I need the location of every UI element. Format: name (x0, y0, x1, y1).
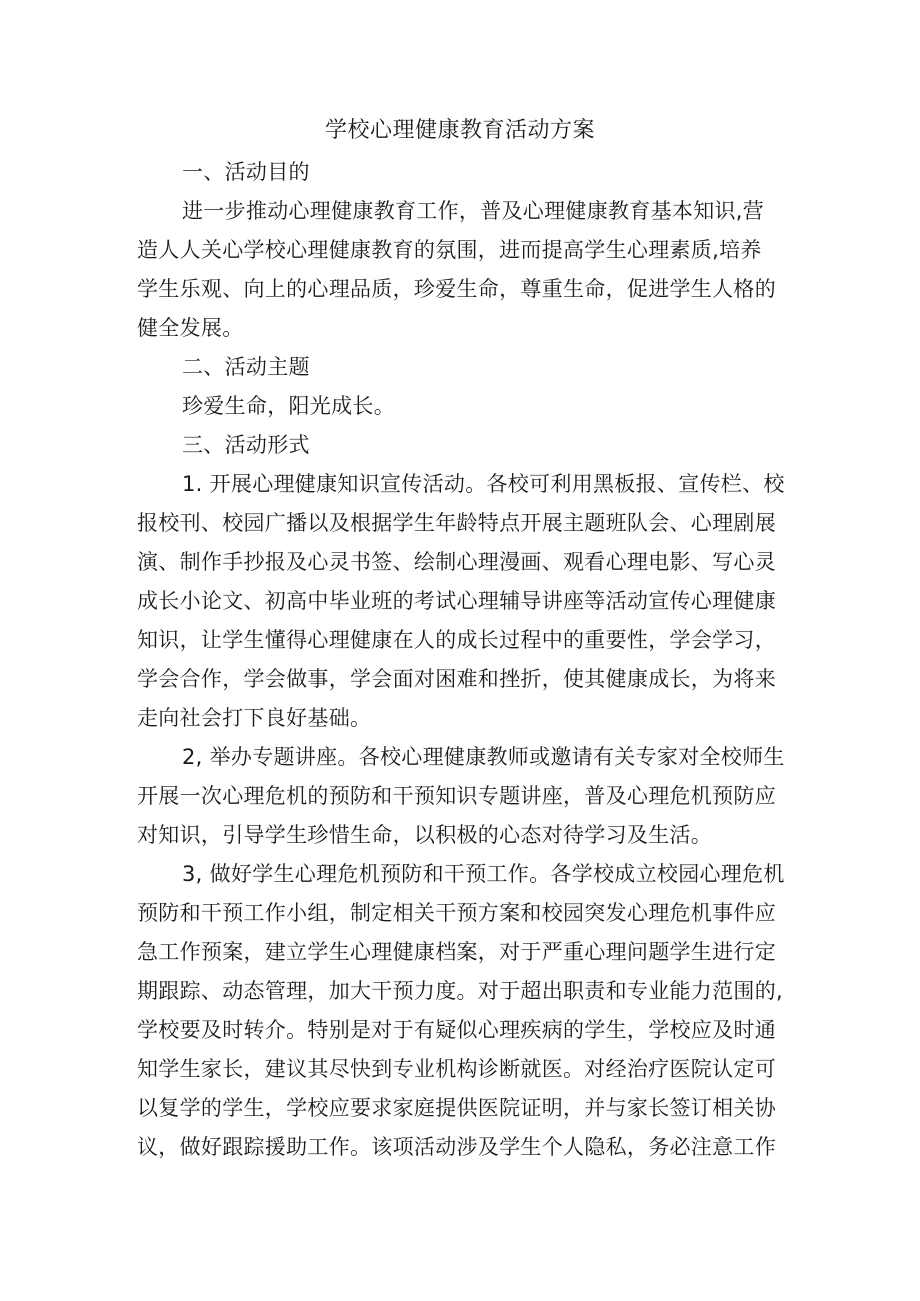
paragraph-line: 珍爱生命，阳光成长。 (182, 394, 395, 418)
paragraph-line: 走向社会打下良好基础。 (137, 706, 372, 730)
paragraph-line: 2, 举办专题讲座。各校心理健康教师或邀请有关专家对全校师生 (182, 745, 785, 769)
paragraph-line: 期跟踪、动态管理，加大干预力度。对于超出职责和专业能力范围的, (137, 979, 783, 1003)
paragraph-line: 知识，让学生懂得心理健康在人的成长过程中的重要性，学会学习， (137, 628, 776, 652)
paragraph-line: 学生乐观、向上的心理品质，珍爱生命，尊重生命，促进学生人格的 (137, 277, 776, 301)
document-title: 学校心理健康教育活动方案 (324, 118, 595, 143)
paragraph-line: 以复学的学生，学校应要求家庭提供医院证明，并与家长签订相关协 (137, 1096, 776, 1120)
section-heading-form: 三、活动形式 (182, 433, 310, 457)
paragraph-line: 报校刊、校园广播以及根据学生年龄特点开展主题班队会、心理剧展 (137, 511, 776, 535)
paragraph-line: 1. 开展心理健康知识宣传活动。各校可利用黑板报、宣传栏、校 (182, 472, 785, 496)
paragraph-line: 健全发展。 (137, 316, 244, 340)
paragraph-line: 成长小论文、初高中毕业班的考试心理辅导讲座等活动宣传心理健康 (137, 589, 776, 613)
paragraph-line: 急工作预案，建立学生心理健康档案，对于严重心理问题学生进行定 (137, 940, 776, 964)
section-heading-purpose: 一、活动目的 (182, 160, 310, 184)
paragraph-line: 知学生家长，建议其尽快到专业机构诊断就医。对经治疗医院认定可 (137, 1057, 776, 1081)
paragraph-line: 造人人关心学校心理健康教育的氛围，进而提高学生心理素质,培养 (137, 238, 762, 262)
paragraph-line: 议，做好跟踪援助工作。该项活动涉及学生个人隐私，务必注意工作 (137, 1135, 776, 1159)
paragraph-line: 学校要及时转介。特别是对于有疑似心理疾病的学生，学校应及时通 (137, 1018, 776, 1042)
paragraph-line: 3, 做好学生心理危机预防和干预工作。各学校成立校园心理危机 (182, 862, 785, 886)
paragraph-line: 进一步推动心理健康教育工作，普及心理健康教育基本知识,营 (182, 199, 765, 223)
section-heading-theme: 二、活动主题 (182, 355, 310, 379)
paragraph-line: 开展一次心理危机的预防和干预知识专题讲座，普及心理危机预防应 (137, 784, 776, 808)
paragraph-line: 演、制作手抄报及心灵书签、绘制心理漫画、观看心理电影、写心灵 (137, 550, 776, 574)
paragraph-line: 学会合作，学会做事，学会面对困难和挫折，使其健康成长，为将来 (137, 667, 776, 691)
paragraph-line: 对知识，引导学生珍惜生命，以积极的心态对待学习及生活。 (137, 823, 713, 847)
paragraph-line: 预防和干预工作小组，制定相关干预方案和校园突发心理危机事件应 (137, 901, 776, 925)
